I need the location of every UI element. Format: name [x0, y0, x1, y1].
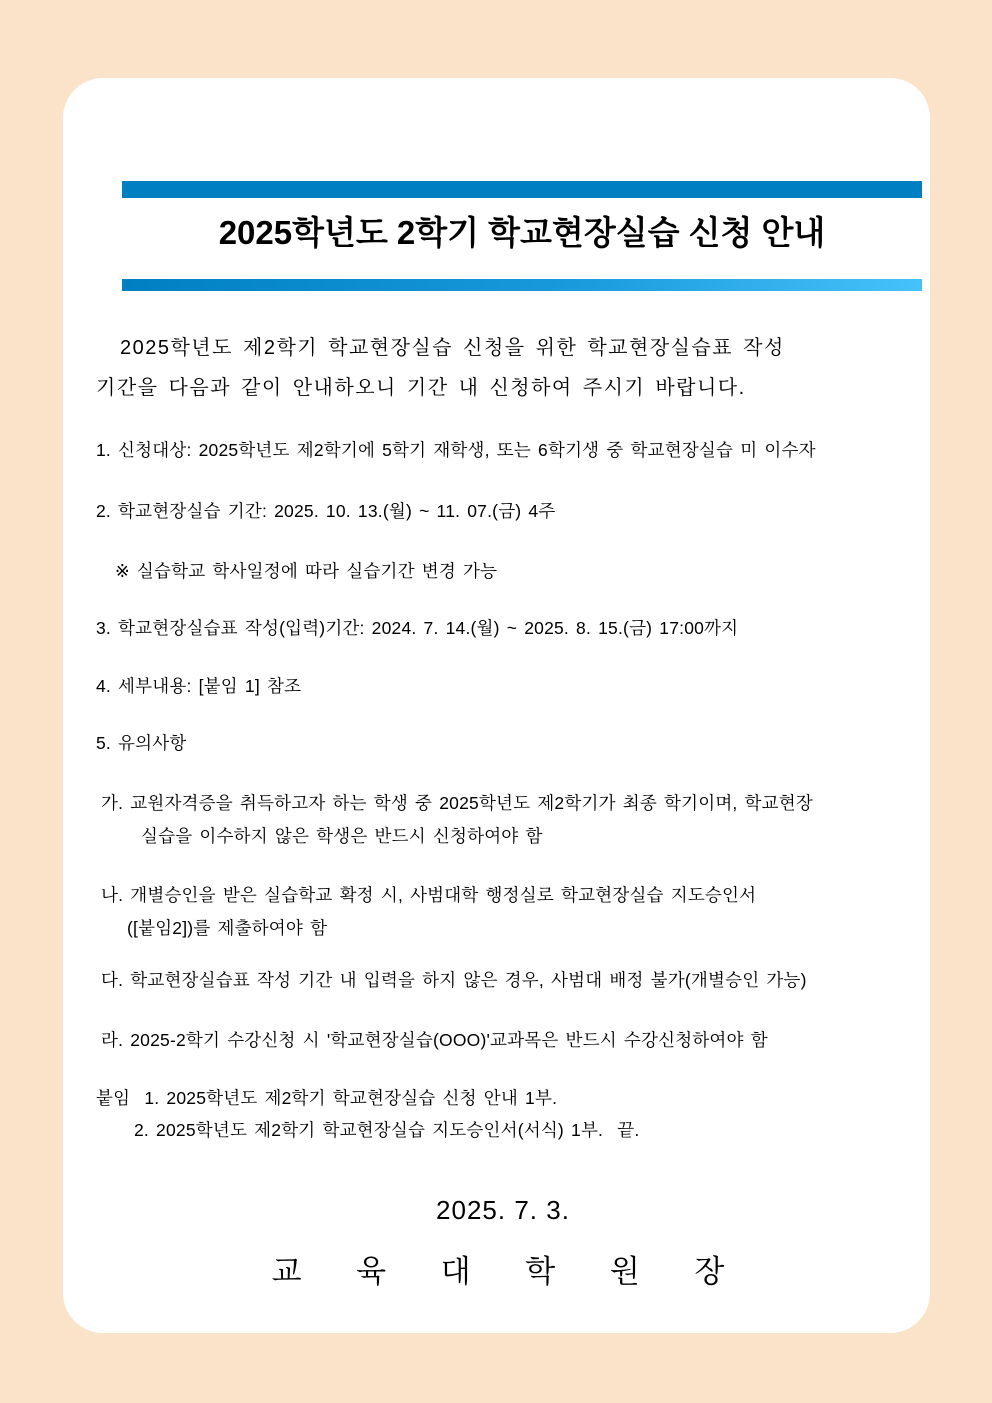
sub-item-da: 다. 학교현장실습표 작성 기간 내 입력을 하지 않은 경우, 사범대 배정 불가(개별승인 가능): [101, 970, 807, 990]
issue-date: 2025. 7. 3.: [436, 1195, 570, 1225]
title-bottom-bar: [122, 279, 922, 291]
list-item-5: 5. 유의사항: [96, 733, 187, 753]
sub-item-ga-line-1: 가. 교원자격증을 취득하고자 하는 학생 중 2025학년도 제2학기가 최종 학기이며, 학교현장: [101, 793, 813, 813]
intro-line-1: 2025학년도 제2학기 학교현장실습 신청을 위한 학교현장실습표 작성: [120, 337, 785, 359]
title-top-bar: [122, 181, 922, 198]
notice-body: [96, 335, 910, 1292]
note-line: ※ 실습학교 학사일정에 따라 실습기간 변경 가능: [115, 561, 498, 581]
sub-item-ga-line-2: 실습을 이수하지 않은 학생은 반드시 신청하여야 함: [141, 826, 543, 846]
document-title: 2025학년도 2학기 학교현장실습 신청 안내: [218, 214, 826, 251]
sub-item-na-line-1: 나. 개별승인을 받은 실습학교 확정 시, 사범대학 행정실로 학교현장실습 지도승인서: [101, 885, 757, 905]
list-item-4: 4. 세부내용: [붙임 1] 참조: [96, 676, 302, 696]
list-item-3: 3. 학교현장실습표 작성(입력)기간: 2024. 7. 14.(월) ~ 2025. 8. 15.(금) 17:00까지: [96, 618, 739, 638]
attachment-line-2: 2. 2025학년도 제2학기 학교현장실습 지도승인서(서식) 1부. 끝.: [134, 1120, 640, 1140]
attachment-line-1: 붙임 1. 2025학년도 제2학기 학교현장실습 신청 안내 1부.: [96, 1088, 558, 1108]
intro-line-2: 기간을 다음과 같이 안내하오니 기간 내 신청하여 주시기 바랍니다.: [96, 377, 746, 399]
sub-item-ra: 라. 2025-2학기 수강신청 시 '학교현장실습(OOO)'교과목은 반드시 수강신청하여야 함: [101, 1030, 768, 1050]
notice-card: [63, 78, 930, 1333]
list-item-1: 1. 신청대상: 2025학년도 제2학기에 5학기 재학생, 또는 6학기생 중 학교현장실습 미 이수자: [96, 440, 816, 460]
signature-title: 교 육 대 학 원 장: [271, 1254, 735, 1289]
list-item-2: 2. 학교현장실습 기간: 2025. 10. 13.(월) ~ 11. 07.(금) 4주: [96, 501, 556, 521]
sub-item-na-line-2: ([붙임2])를 제출하여야 함: [127, 918, 328, 938]
